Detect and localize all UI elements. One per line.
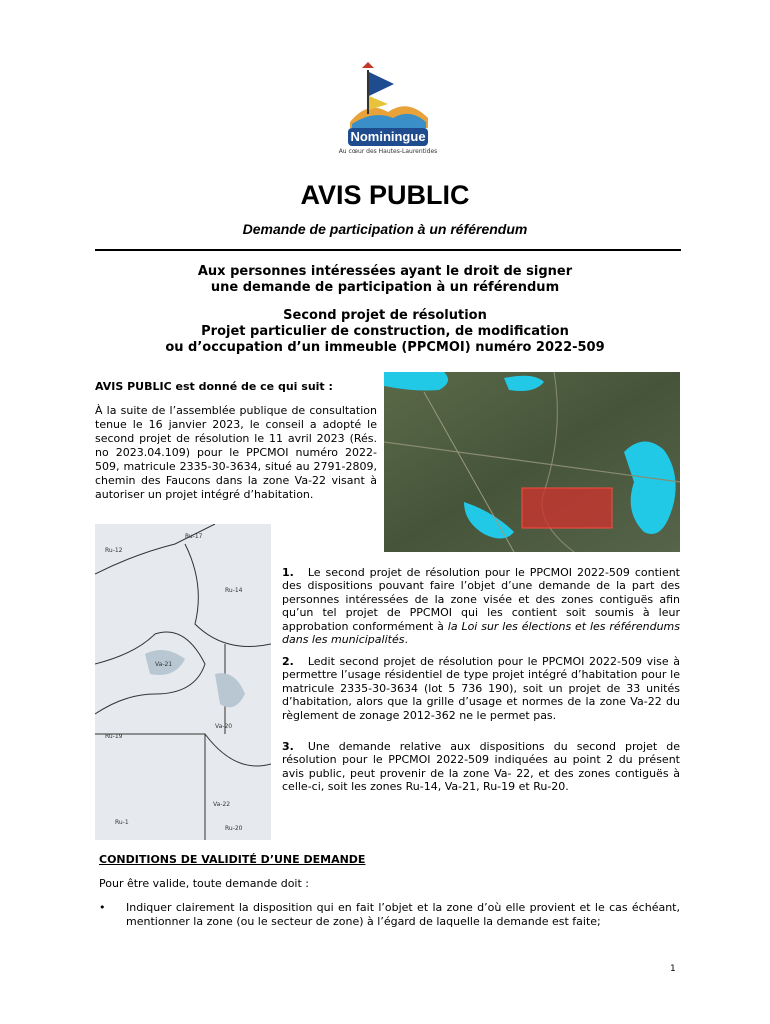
item-number: 1. — [282, 566, 294, 579]
projet-line: ou d’occupation d’un immeuble (PPCMOI) numéro 2022-509 — [165, 340, 605, 355]
addressee-line: Aux personnes intéressées ayant le droit de signer — [197, 264, 573, 279]
addressee-block — [0, 264, 770, 296]
conditions-heading: CONDITIONS DE VALIDITÉ D’UNE DEMANDE — [99, 853, 366, 866]
zone-label: Va-20 — [215, 723, 233, 730]
zone-label: Va-22 — [213, 801, 231, 808]
item-text: Le second projet de résolution pour le PPCMOI 2022-509 contient des dispositions pouvant faire l’objet d’une demande de la part des personnes intéressées de la zone visée et des zones contiguës afin qu’un tel projet de PPCMOI qui les contient soit soumis à leur approbation conformément à — [282, 566, 680, 633]
item-number: 3. — [282, 740, 294, 753]
projet-block — [0, 308, 770, 356]
item-text: Une demande relative aux dispositions du second projet de résolution pour le PPCMOI 2022-509 indiquées au point 2 du présent avis public, peut provenir de la zone Va- 22, et des zones contiguës à celle-ci, soit les zones Ru-14, Va-21, Ru-19 et Ru-20. — [282, 740, 680, 794]
law-title: la Loi sur les élections et les référendums dans les municipalités — [282, 619, 680, 647]
avis-intro: AVIS PUBLIC est donné de ce qui suit : — [95, 380, 333, 393]
zone-label: Ru-12 — [105, 547, 123, 554]
logo-emblem-icon — [338, 62, 438, 128]
logo-name: Nominingue — [348, 128, 428, 146]
projet-line: Second projet de résolution — [283, 308, 487, 323]
conditions-intro: Pour être valide, toute demande doit : — [99, 877, 309, 890]
page-title: AVIS PUBLIC — [300, 180, 470, 210]
projet-line: Projet particulier de construction, de modification — [201, 324, 569, 339]
zone-label: Ru-19 — [105, 733, 123, 740]
divider — [95, 249, 681, 251]
condition-item: Indiquer clairement la disposition qui en fait l’objet et la zone d’où elle provient et le cas échéant, mentionner la zone (ou le secteur de zone) à l’égard de laquelle la demande est faite; — [126, 901, 680, 928]
addressee-line: une demande de participation à un référendum — [210, 280, 560, 295]
page-subtitle: Demande de participation à un référendum — [242, 221, 528, 237]
zone-map — [95, 524, 271, 840]
list-item — [282, 655, 680, 722]
list-item — [282, 740, 680, 794]
zone-label: Ru-17 — [185, 533, 203, 540]
zone-label: Ru-14 — [225, 587, 243, 594]
list-item — [282, 566, 680, 646]
zone-label: Va-21 — [155, 661, 173, 668]
aerial-photo — [384, 372, 680, 552]
intro-paragraph: À la suite de l’assemblée publique de consultation tenue le 16 janvier 2023, le conseil a adopté le second projet de résolution le 11 avril 2023 (Rés. no 2023.04.109) pour le PPCMOI numéro 2022-509, matricule 2335-30-3634, situé au 2791-2809, chemin des Faucons dans la zone Va-22 visant à autoriser un projet intégré d’habitation. — [95, 404, 377, 501]
bullet-icon: • — [99, 901, 106, 914]
item-number: 2. — [282, 655, 294, 668]
zone-label: Ru-1 — [115, 819, 129, 826]
item-text-end: . — [404, 633, 408, 647]
zone-label: Ru-20 — [225, 825, 243, 832]
logo-tagline: Au cœur des Hautes-Laurentides — [338, 148, 438, 155]
page-number: 1 — [670, 964, 676, 974]
item-text: Ledit second projet de résolution pour le PPCMOI 2022-509 vise à permettre l’usage résidentiel de type projet intégré d’habitation pour le matricule 2335-30-3634 (lot 5 736 190), soit un projet de 33 unités d’habitation, alors que la grille d’usage et normes de la zone Va-22 du règlement de zonage 2012-362 ne le permet pas. — [282, 655, 680, 722]
municipality-logo — [338, 62, 438, 162]
